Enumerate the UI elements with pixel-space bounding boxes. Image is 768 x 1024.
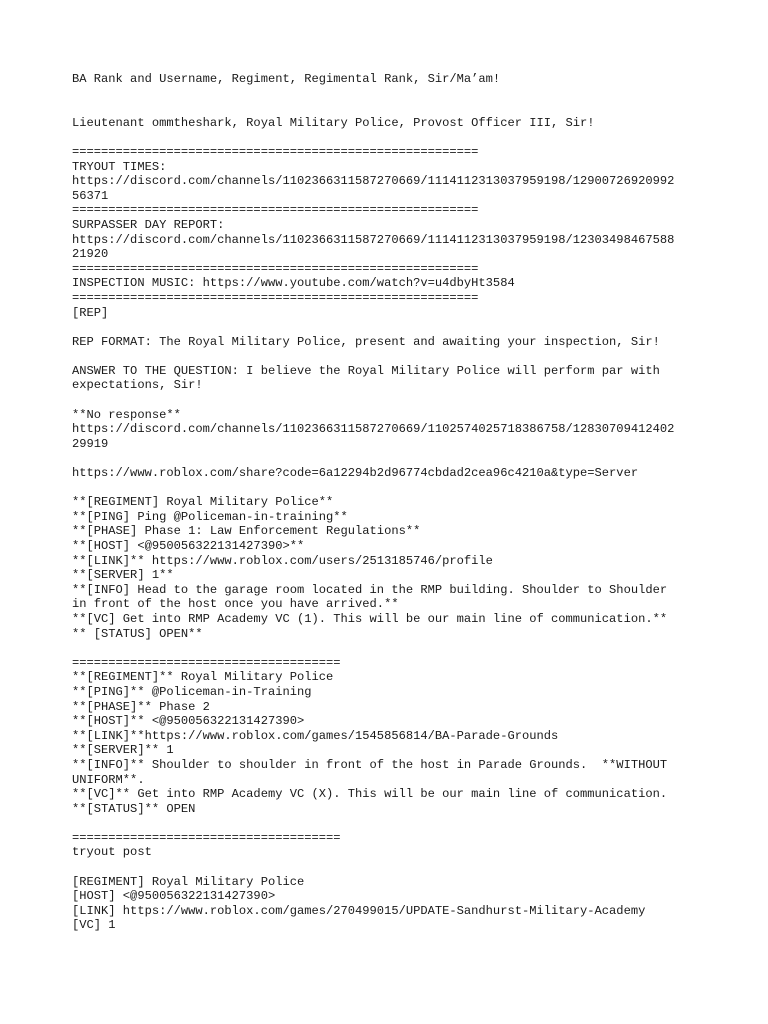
phase1-info-cont: in front of the host once you have arrived.** <box>72 597 399 612</box>
separator-line: ===================================== <box>72 830 341 845</box>
text-line <box>72 101 712 116</box>
phase1-vc: **[VC] Get into RMP Academy VC (1). This will be our main line of communication.** <box>72 611 668 626</box>
tryout-regiment: [REGIMENT] Royal Military Police <box>72 874 305 889</box>
no-response-link-cont: 29919 <box>72 436 109 451</box>
inspection-music-line: INSPECTION MUSIC: https://www.youtube.com/watch?v=u4dbyHt3584 <box>72 276 515 291</box>
rep-format-line: REP FORMAT: The Royal Military Police, present and awaiting your inspection, Sir! <box>72 334 660 349</box>
tryout-link: [LINK] https://www.roblox.com/games/270499015/UPDATE-Sandhurst-Military-Academy <box>72 903 646 918</box>
phase1-status: ** [STATUS] OPEN** <box>72 626 203 641</box>
phase1-link: **[LINK]** https://www.roblox.com/users/2513185746/profile <box>72 553 493 568</box>
roblox-share-link: https://www.roblox.com/share?code=6a12294b2d96774cbdad2cea96c4210a&type=Server <box>72 466 639 481</box>
phase1-server: **[SERVER] 1** <box>72 568 174 583</box>
phase2-server: **[SERVER]** 1 <box>72 743 174 758</box>
text-line <box>72 481 712 496</box>
separator-line: ======================================================== <box>72 203 479 218</box>
phase2-status: **[STATUS]** OPEN <box>72 801 196 816</box>
text-line <box>72 393 712 408</box>
no-response-link: https://discord.com/channels/1102366311587270669/1102574025718386758/12830709412402 <box>72 422 675 437</box>
tryout-times-link-cont: 56371 <box>72 188 109 203</box>
text-line <box>72 349 712 364</box>
phase1-info: **[INFO] Head to the garage room located in the RMP building. Shoulder to Shoulder <box>72 582 668 597</box>
surpasser-label: SURPASSER DAY REPORT: <box>72 217 225 232</box>
phase2-phase: **[PHASE]** Phase 2 <box>72 699 210 714</box>
surpasser-link: https://discord.com/channels/1102366311587270669/1114112313037959198/12303498467588 <box>72 232 675 247</box>
text-line <box>72 130 712 145</box>
phase2-ping: **[PING]** @Policeman-in-Training <box>72 684 312 699</box>
text-line <box>72 320 712 335</box>
document-page <box>72 72 712 933</box>
phase2-vc: **[VC]** Get into RMP Academy VC (X). This will be our main line of communication. <box>72 787 668 802</box>
text-line <box>72 451 712 466</box>
phase2-link: **[LINK]**https://www.roblox.com/games/1545856814/BA-Parade-Grounds <box>72 728 559 743</box>
tryout-times-label: TRYOUT TIMES: <box>72 159 167 174</box>
text-line <box>72 641 712 656</box>
answer-line-cont: expectations, Sir! <box>72 378 203 393</box>
rank-line: Lieutenant ommtheshark, Royal Military Police, Provost Officer III, Sir! <box>72 115 595 130</box>
surpasser-link-cont: 21920 <box>72 247 109 262</box>
phase1-regiment: **[REGIMENT] Royal Military Police** <box>72 495 334 510</box>
phase2-info-cont: UNIFORM**. <box>72 772 145 787</box>
separator-line: ===================================== <box>72 655 341 670</box>
no-response-line: **No response** <box>72 407 181 422</box>
tryout-post-heading: tryout post <box>72 845 152 860</box>
phase2-regiment: **[REGIMENT]** Royal Military Police <box>72 670 334 685</box>
rep-heading: [REP] <box>72 305 109 320</box>
tryout-host: [HOST] <@950056322131427390> <box>72 889 276 904</box>
separator-line: ======================================================== <box>72 290 479 305</box>
phase2-host: **[HOST]** <@950056322131427390> <box>72 714 305 729</box>
separator-line: ======================================================== <box>72 261 479 276</box>
phase1-host: **[HOST] <@950056322131427390>** <box>72 539 305 553</box>
phase1-phase: **[PHASE] Phase 1: Law Enforcement Regulations** <box>72 524 421 539</box>
tryout-vc: [VC] 1 <box>72 918 116 933</box>
text-line <box>72 87 712 102</box>
tryout-times-link: https://discord.com/channels/1102366311587270669/1114112313037959198/12900726920992 <box>72 174 675 189</box>
separator-line: ======================================================== <box>72 144 479 159</box>
phase1-ping: **[PING] Ping @Policeman-in-training** <box>72 509 348 524</box>
header-line: BA Rank and Username, Regiment, Regimental Rank, Sir/Ma’am! <box>72 72 501 86</box>
text-line <box>72 816 712 831</box>
text-line <box>72 860 712 875</box>
phase2-info: **[INFO]** Shoulder to shoulder in front of the host in Parade Grounds. **WITHOUT <box>72 757 668 772</box>
answer-line: ANSWER TO THE QUESTION: I believe the Royal Military Police will perform par with <box>72 363 660 378</box>
